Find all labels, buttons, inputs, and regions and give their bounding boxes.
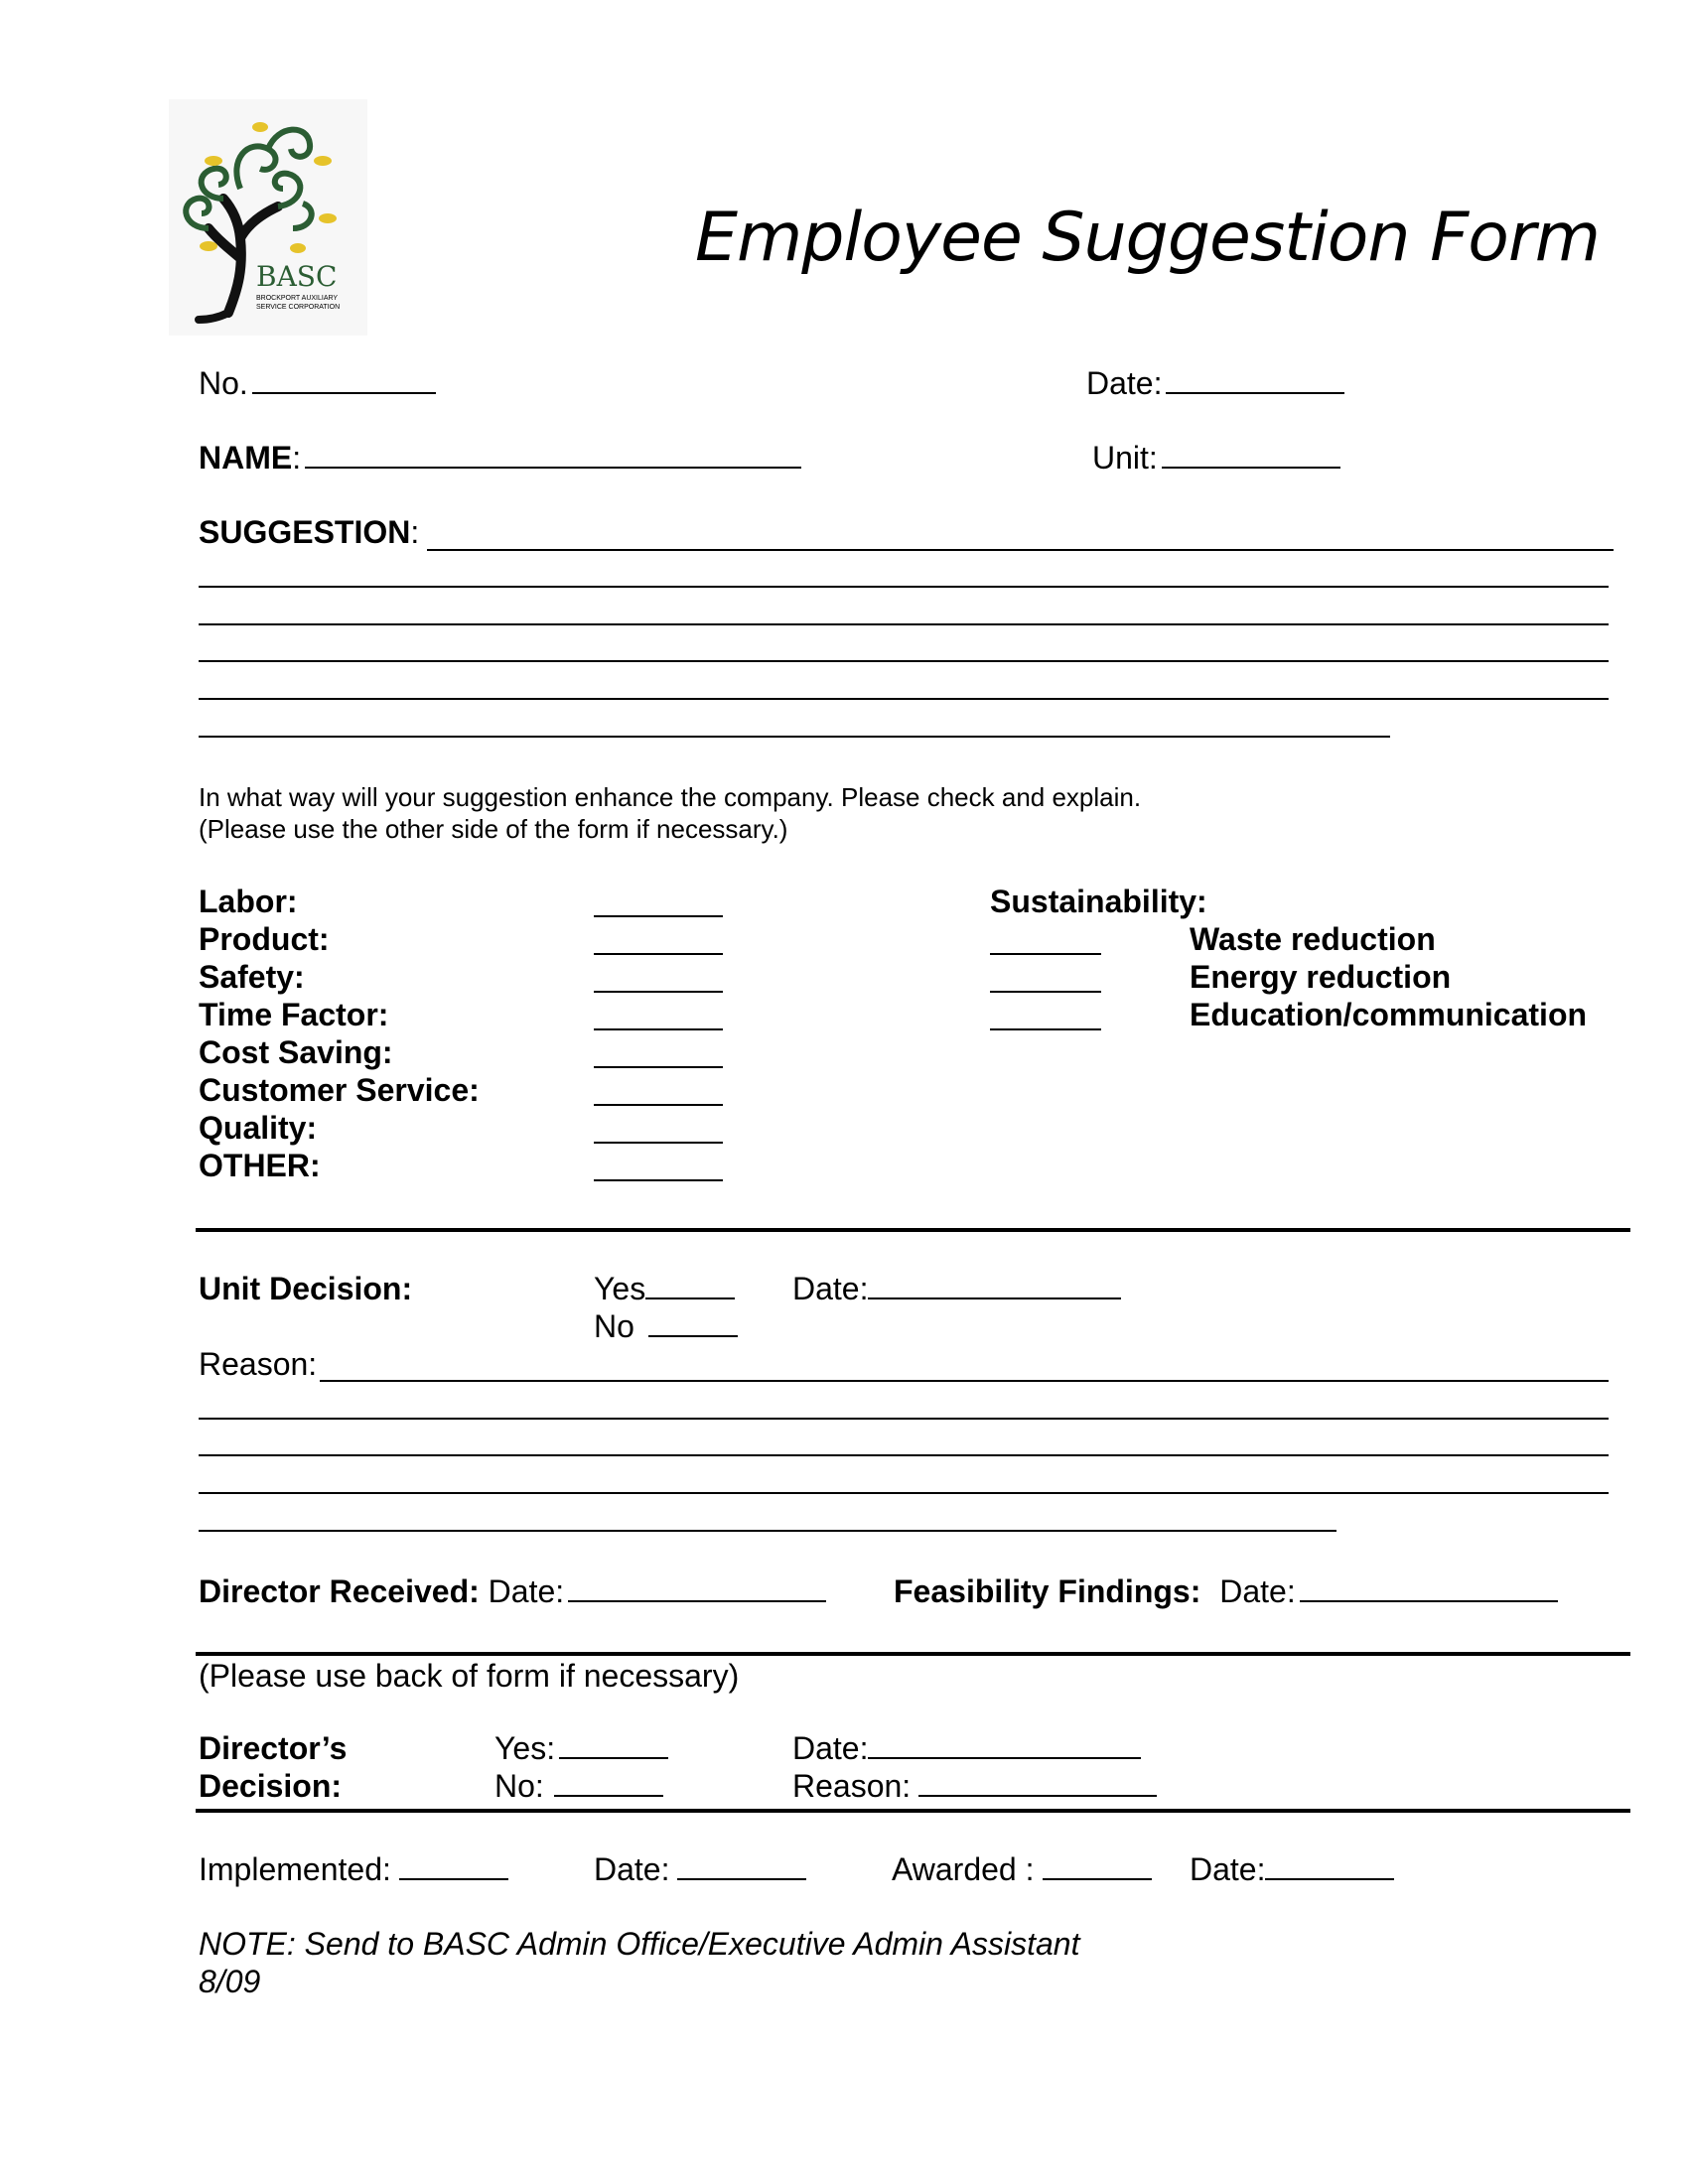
suggestion-label: SUGGESTION (199, 514, 411, 550)
note-line-1: NOTE: Send to BASC Admin Office/Executive Admin Assistant (199, 1926, 1080, 1962)
awarded-field[interactable] (892, 1851, 1152, 1888)
director-decision-label-1: Director’s (199, 1730, 348, 1766)
sustainability-item: Energy reduction (1190, 959, 1452, 995)
section-divider (196, 1228, 1630, 1232)
unit-label: Unit: (1092, 440, 1158, 476)
director-no-field[interactable] (494, 1768, 663, 1805)
section-divider (196, 1809, 1630, 1813)
unit-field[interactable] (1092, 440, 1340, 477)
category-check-blank[interactable] (594, 991, 723, 993)
director-no-label: No: (494, 1768, 544, 1804)
sustainability-label: Sustainability: (990, 884, 1207, 919)
reason-line[interactable] (320, 1380, 1609, 1382)
director-reason-label: Reason: (792, 1768, 912, 1804)
implemented-label: Implemented: (199, 1851, 391, 1887)
unit-reason-label: Reason: (199, 1346, 318, 1382)
category-check-blank[interactable] (594, 1142, 723, 1144)
awarded-date-field[interactable] (1190, 1851, 1394, 1888)
reason-line[interactable] (199, 1530, 1336, 1532)
category-label: Time Factor: (199, 997, 389, 1032)
implemented-field[interactable] (199, 1851, 508, 1888)
suggestion-line[interactable] (199, 698, 1609, 700)
basc-logo (169, 99, 367, 336)
suggestion-line[interactable] (199, 736, 1390, 738)
category-label: Product: (199, 921, 330, 957)
director-yes-field[interactable] (494, 1730, 668, 1767)
director-yes-label: Yes: (494, 1730, 556, 1766)
director-decision-label-2: Decision: (199, 1768, 343, 1804)
sustainability-item: Education/communication (1190, 997, 1588, 1032)
date-label: Date: (1086, 365, 1163, 401)
category-check-blank[interactable] (594, 1028, 723, 1030)
unit-decision-no[interactable] (594, 1308, 738, 1345)
logo-text: BASC (256, 260, 338, 293)
category-check-blank[interactable] (594, 1104, 723, 1106)
unit-decision-label: Unit Decision: (199, 1271, 413, 1306)
category-check-blank[interactable] (594, 1179, 723, 1181)
suggestion-line[interactable] (427, 549, 1614, 551)
category-label: OTHER: (199, 1148, 321, 1183)
implemented-date-field[interactable] (594, 1851, 806, 1888)
director-received-date-label: Date: (488, 1573, 565, 1609)
logo-subtitle: BROCKPORT AUXILIARY SERVICE CORPORATION (256, 295, 341, 311)
implemented-date-label: Date: (594, 1851, 670, 1887)
feasibility-date-label: Date: (1219, 1573, 1296, 1609)
reason-line[interactable] (199, 1492, 1609, 1494)
category-check-blank[interactable] (594, 1066, 723, 1068)
back-note: (Please use back of form if necessary) (199, 1658, 740, 1694)
unit-yes-label: Yes (594, 1271, 646, 1306)
prompt-line-1: In what way will your suggestion enhance the company. Please check and explain. (199, 782, 1142, 812)
director-date-label: Date: (792, 1730, 869, 1766)
sustainability-check-blank[interactable] (990, 953, 1101, 955)
director-reason-field[interactable] (792, 1768, 1157, 1805)
category-check-blank[interactable] (594, 953, 723, 955)
category-check-blank[interactable] (594, 915, 723, 917)
unit-decision-yes[interactable] (594, 1271, 735, 1307)
sustainability-check-blank[interactable] (990, 991, 1101, 993)
awarded-date-label: Date: (1190, 1851, 1266, 1887)
feasibility-row[interactable] (894, 1573, 1558, 1610)
section-divider (196, 1652, 1630, 1656)
unit-no-label: No (594, 1308, 634, 1344)
note-line-2: 8/09 (199, 1964, 261, 1999)
prompt-line-2: (Please use the other side of the form if necessary.) (199, 814, 788, 844)
form-title: Employee Suggestion Form (695, 199, 1601, 277)
reason-line[interactable] (199, 1454, 1609, 1456)
name-field[interactable]: NAME: (199, 440, 801, 477)
director-date-field[interactable] (792, 1730, 1141, 1767)
category-label: Labor: (199, 884, 298, 919)
suggestion-line[interactable] (199, 660, 1609, 662)
no-label: No. (199, 365, 248, 401)
name-label: NAME (199, 440, 293, 476)
category-label: Customer Service: (199, 1072, 480, 1108)
sustainability-item: Waste reduction (1190, 921, 1436, 957)
director-received-row[interactable] (199, 1573, 826, 1610)
unit-date-label: Date: (792, 1271, 869, 1306)
category-label: Safety: (199, 959, 305, 995)
reason-line[interactable] (199, 1418, 1609, 1420)
suggestion-line[interactable] (199, 623, 1609, 625)
category-label: Cost Saving: (199, 1034, 393, 1070)
date-field[interactable] (1086, 365, 1344, 402)
director-received-label: Director Received: (199, 1573, 480, 1609)
feasibility-label: Feasibility Findings: (894, 1573, 1201, 1609)
sustainability-check-blank[interactable] (990, 1028, 1101, 1030)
suggestion-line[interactable] (199, 586, 1609, 588)
unit-decision-date[interactable] (792, 1271, 1121, 1307)
no-field[interactable] (199, 365, 436, 402)
suggestion-field[interactable]: SUGGESTION: (199, 514, 420, 550)
awarded-label: Awarded : (892, 1851, 1035, 1887)
category-label: Quality: (199, 1110, 318, 1146)
